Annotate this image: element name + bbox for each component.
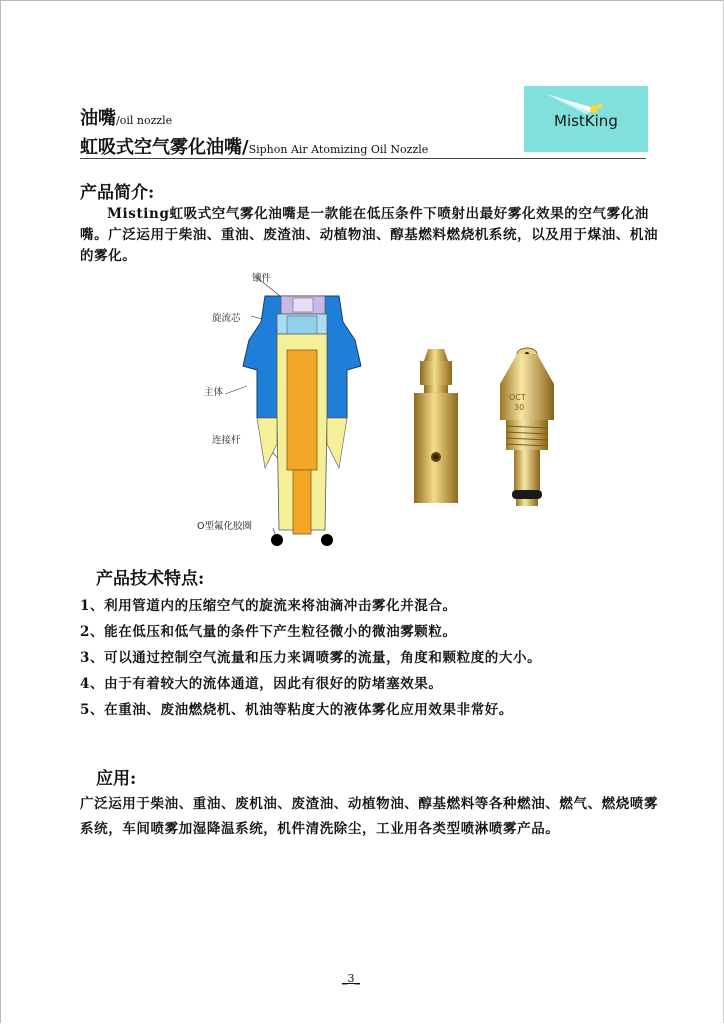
- mistking-logo: [524, 86, 648, 152]
- intro-heading: 产品简介:: [80, 183, 155, 203]
- page-number: _3_: [342, 972, 360, 985]
- o-ring-right-shape: [321, 534, 333, 546]
- application-text: 广泛运用于柴油、重油、废机油、废渣油、动植物油、醇基燃料等各种燃油、燃气、燃烧喷雾系统，车间喷雾加湿降温系统，机件清洗除尘，工业用各类型喷淋喷雾产品。: [80, 796, 659, 837]
- page-subtitle: [80, 133, 428, 159]
- label-insert: 镶件: [252, 273, 272, 284]
- subtitle-cn: 虹吸式空气雾化油嘴/: [80, 137, 249, 158]
- title-cn: 油嘴: [80, 108, 116, 129]
- feature-item: 1、利用管道内的压缩空气的旋流来将油滴冲击雾化并混合。: [80, 598, 457, 614]
- application-heading: 应用:: [96, 769, 137, 789]
- header-divider: [80, 158, 646, 159]
- label-o-ring: O型氟化胶圈: [197, 521, 252, 532]
- feature-item: 3、可以通过控制空气流量和压力来调喷雾的流量，角度和颗粒度的大小。: [80, 650, 542, 666]
- connecting-rod-shape: [287, 350, 317, 470]
- feature-item: 5、在重油、废油燃烧机、机油等粘度大的液体雾化应用效果非常好。: [80, 702, 513, 718]
- application-paragraph: [80, 792, 660, 842]
- title-en: /oil nozzle: [116, 114, 173, 127]
- logo-text: MistKing: [554, 112, 618, 130]
- feature-item: 2、能在低压和低气量的条件下产生粒径微小的微油雾颗粒。: [80, 624, 457, 640]
- brass-nozzle-photo-short: [492, 340, 562, 510]
- features-list: [80, 593, 660, 723]
- nozzle-engraving: OCT: [509, 393, 526, 402]
- feature-item: 4、由于有着较大的流体通道，因此有很好的防堵塞效果。: [80, 676, 443, 692]
- subtitle-en: Siphon Air Atomizing Oil Nozzle: [248, 143, 429, 156]
- label-main-body: 主体: [204, 387, 224, 398]
- intro-text: Misting虹吸式空气雾化油嘴是一款能在低压条件下喷射出最好雾化效果的空气雾化油嘴。广泛运用于柴油、重油、废渣油、动植物油、醇基燃料燃烧机系统，以及用于煤油、机油的雾化。: [80, 206, 659, 264]
- label-swirl-core: 旋流芯: [212, 313, 241, 324]
- features-heading: 产品技术特点:: [96, 569, 205, 589]
- brass-nozzle-photo-long: [406, 345, 466, 510]
- intro-paragraph: [80, 204, 660, 267]
- nozzle-engraving-size: 30: [514, 403, 525, 412]
- label-connecting-rod: 连接杆: [212, 435, 241, 446]
- o-ring-left-shape: [271, 534, 283, 546]
- page-title: [80, 104, 172, 130]
